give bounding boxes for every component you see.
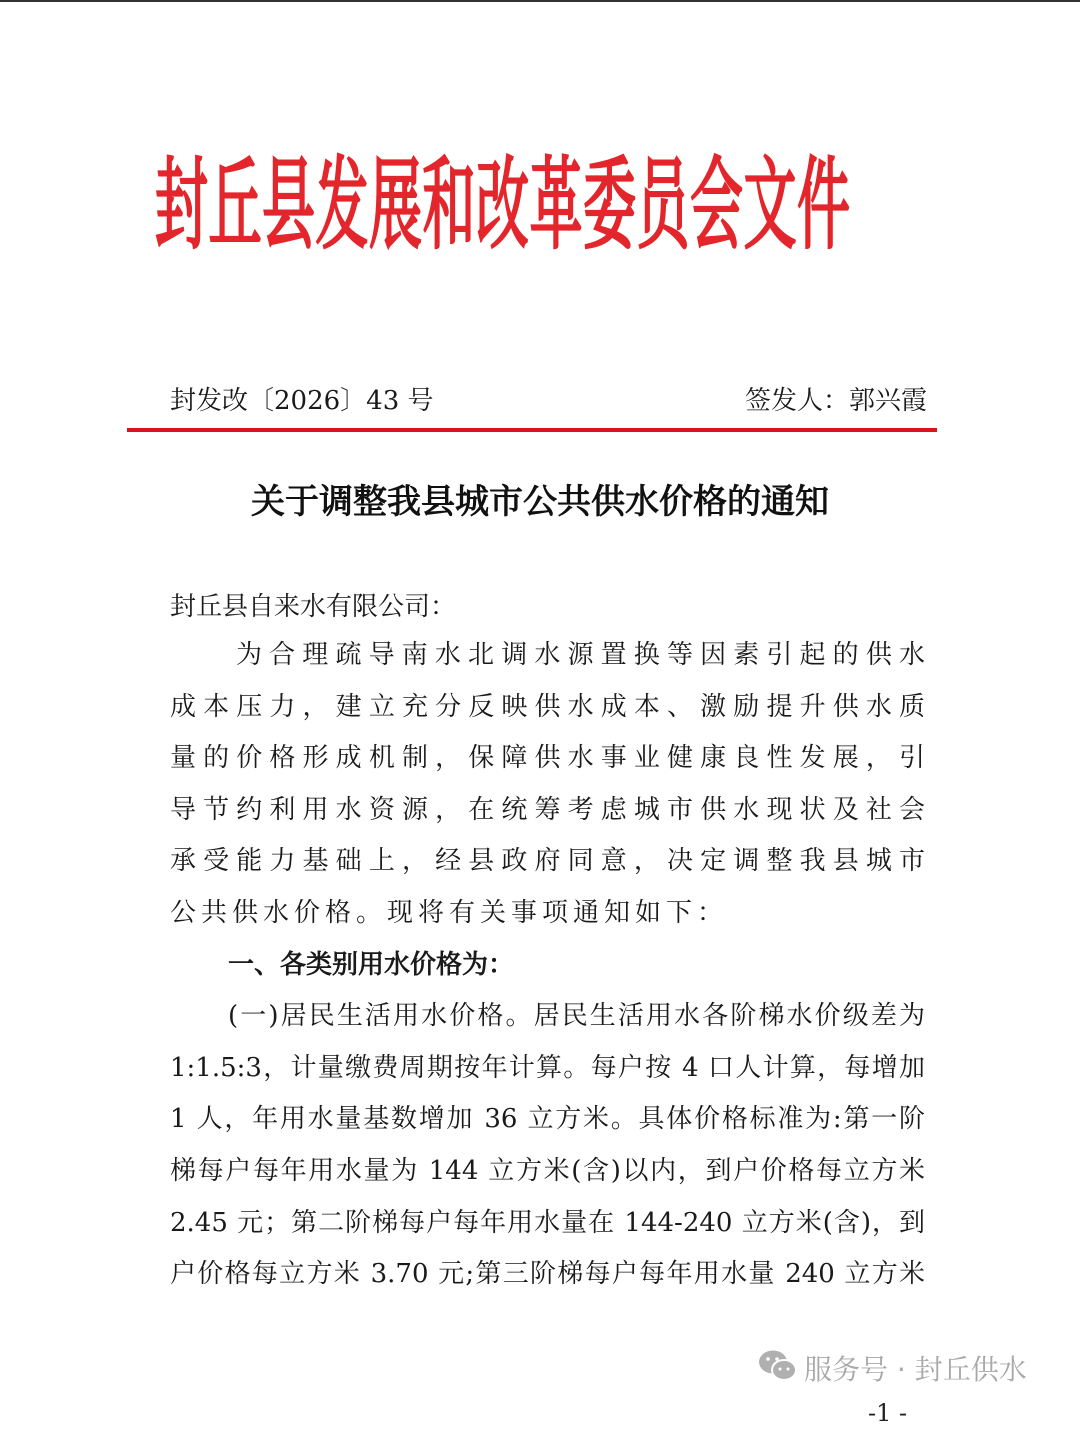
body-line: 承受能力基础上，经县政府同意，决定调整我县城市 [170,846,925,877]
addressee: 封丘县自来水有限公司： [170,592,457,622]
body-line: 户价格每立方米 3.70 元;第三阶梯每户每年用水量 240 立方米 [170,1259,925,1290]
doc-number: 封发改〔2026〕43 号 [170,386,434,416]
wechat-icon [758,1349,798,1392]
document-title: 关于调整我县城市公共供水价格的通知 [251,482,829,522]
body-line: 为合理疏导南水北调水源置换等因素引起的供水 [236,640,925,670]
section-heading: 一、各类别用水价格为： [228,949,515,980]
red-divider [127,428,937,432]
signer: 签发人：郭兴霞 [744,386,927,416]
body-line: 2.45 元；第二阶梯每户每年用水量在 144-240 立方米(含)，到 [170,1207,925,1238]
top-border [0,0,1080,2]
watermark-text: 服务号 · 封丘供水 [804,1353,1027,1386]
body-line: 1 人，年用水量基数增加 36 立方米。具体价格标准为:第一阶 [170,1104,925,1135]
body-line: 成本压力，建立充分反映供水成本、激励提升供水质 [170,691,925,722]
org-title: 封丘县发展和改革委员会文件 [155,148,851,264]
body-line: (一)居民生活用水价格。居民生活用水各阶梯水价级差为 [228,1001,925,1032]
document-body [170,636,925,1307]
body-line: 公共供水价格。现将有关事项通知如下： [170,897,729,928]
page-number: -1 - [868,1399,908,1427]
body-line: 梯每户每年用水量为 144 立方米(含)以内，到户价格每立方米 [170,1155,925,1186]
body-line: 1:1.5:3，计量缴费周期按年计算。每户按 4 口人计算，每增加 [170,1052,925,1083]
body-line: 量的价格形成机制，保障供水事业健康良性发展，引 [170,743,925,774]
watermark [758,1352,1027,1388]
body-line: 导节约利用水资源，在统筹考虑城市供水现状及社会 [170,794,925,825]
